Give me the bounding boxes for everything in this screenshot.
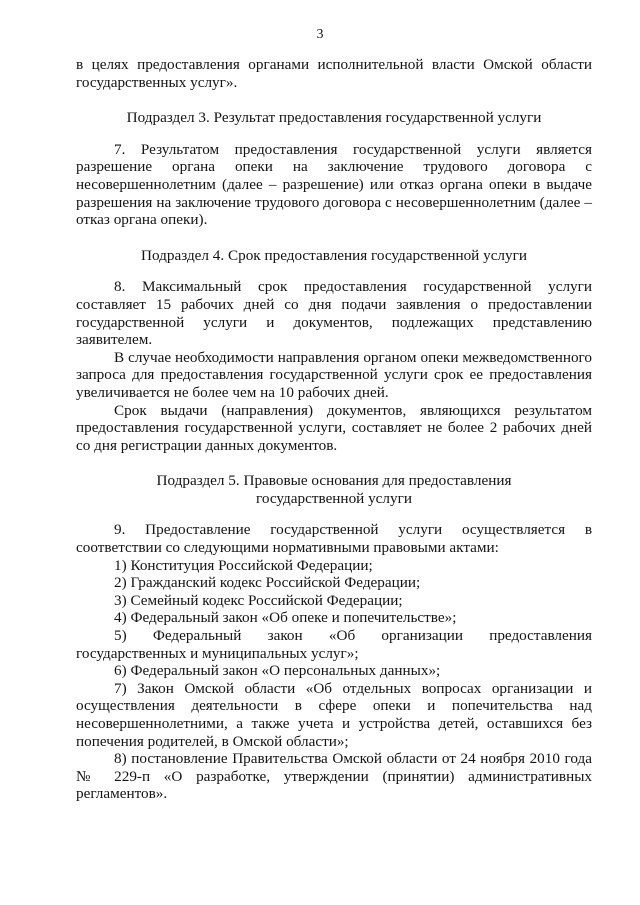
legal-act-item: 6) Федеральный закон «О персональных данных»; (114, 662, 441, 680)
paragraph-7: 7. Результатом предоставления государственной услуги является разрешение органа опеки на заключение трудового договора с несовершеннолетним (далее – разрешение) или отказ органа опеки в выдаче разрешения на заключение трудового договора с несовершеннолетним (далее – отказ органа опеки). (76, 140, 592, 229)
page-content (76, 56, 592, 803)
subsection-5-heading-line-1: Подраздел 5. Правовые основания для предоставления (156, 472, 512, 490)
legal-act-item: 2) Гражданский кодекс Российской Федерации; (114, 574, 421, 592)
legal-act-item: 4) Федеральный закон «Об опеке и попечительстве»; (114, 609, 457, 627)
legal-act-item: 7) Закон Омской области «Об отдельных вопросах организации и осуществления деятельности в сфере опеки и попечительства над несовершеннолетними, а также учета и устройства детей, оставшихся без попечения родителей, в Омской области»; (76, 679, 592, 750)
subsection-3-heading: Подраздел 3. Результат предоставления государственной услуги (126, 109, 542, 127)
paragraph-9: 9. Предоставление государственной услуги осуществляется в соответствии со следующими нормативными правовыми актами: (76, 521, 592, 557)
legal-act-item: 1) Конституция Российской Федерации; (114, 556, 373, 574)
paragraph-8: 8. Максимальный срок предоставления государственной услуги составляет 15 рабочих дней со дня подачи заявления о предоставлении государственной услуги и документов, подлежащих представлению заявителем. (76, 278, 592, 349)
legal-act-item: 8) постановление Правительства Омской области от 24 ноября 2010 года № 229-п «О разработке, утверждении (принятии) административных регламентов». (76, 750, 592, 803)
paragraph-8-interagency: В случае необходимости направления органом опеки межведомственного запроса для предоставления государственной услуги срок ее предоставления увеличивается не более чем на 10 рабочих дней. (76, 348, 592, 401)
paragraph-8-issuance: Срок выдачи (направления) документов, являющихся результатом предоставления государственной услуги, составляет не более 2 рабочих дней со дня регистрации данных документов. (76, 401, 592, 454)
legal-act-item: 5) Федеральный закон «Об организации предоставления государственных и муниципальных услуг»; (76, 627, 592, 662)
intro-paragraph: в целях предоставления органами исполнительной власти Омской области государственных услуг». (76, 56, 592, 91)
legal-act-item: 3) Семейный кодекс Российской Федерации; (114, 591, 403, 609)
subsection-4-heading: Подраздел 4. Срок предоставления государственной услуги (141, 246, 527, 264)
subsection-5-heading-line-2: государственной услуги (256, 489, 412, 507)
page-number: 3 (316, 27, 324, 42)
